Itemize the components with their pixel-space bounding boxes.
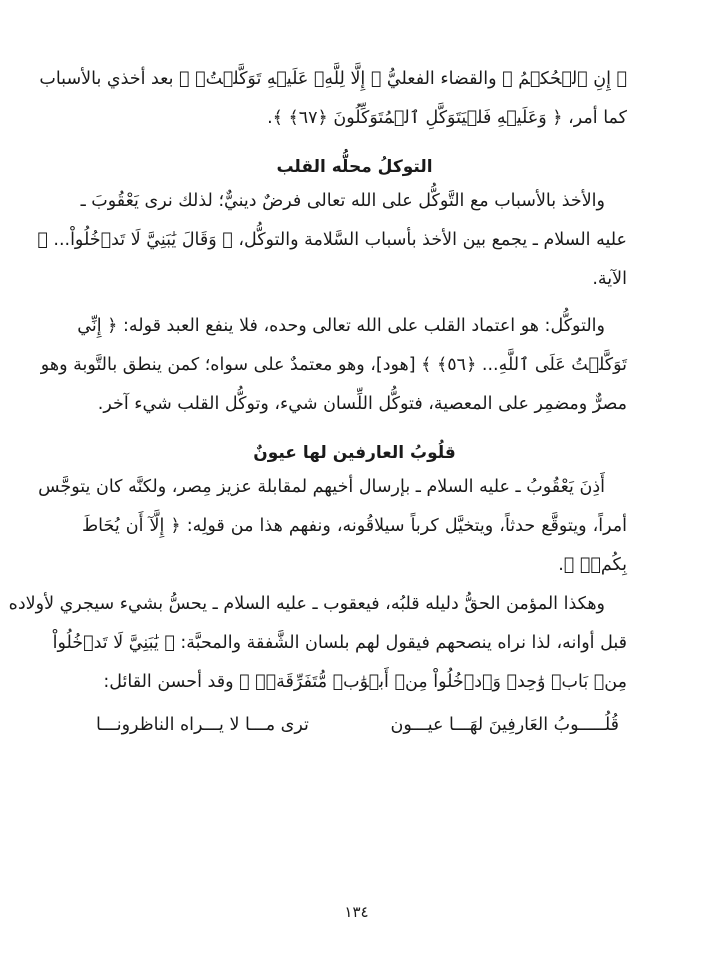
text-line: والأخذ بالأسباب مع التَّوكُّل على الله تعالى فرضٌ دينيٌّ؛ لذلك نرى يَعْقُوبَ ـ: [80, 191, 605, 211]
text-line: عليه السلام ـ يجمع بين الأخذ بأسباب السَّلامة والتوكُّل، ﴿ وَقَالَ يَٰبَنِيَّ لَا تَدۡخُلُواْ... ﴾: [37, 230, 627, 250]
poetry-verse: [82, 706, 627, 745]
text-line: تَوَكَّلۡتُ عَلَى ٱللَّهِ... ﴿٥٦﴾ ﴾ [هود]، وهو معتمدٌ على سواه؛ كمن ينطق بالتَّوبة وهو: [40, 355, 627, 375]
text-line: أَذِنَ يَعْقُوبُ ـ عليه السلام ـ بإرسال أخيهم لمقابلة عزيز مِصر، ولكنَّه كان يتوجَّس: [38, 477, 605, 497]
verse-first-hemistich: قُلُـــــوبُ العَارفِينَ لهَـــا عيـــون: [390, 715, 619, 735]
text-line: قبل أوانه، لذا نراه ينصحهم فيقول لهم بلسان الشَّفقة والمحبَّة: ﴿ يَٰبَنِيَّ لَا تَدۡخُلُواْ: [52, 633, 627, 653]
text-line: ﴿ إِنِ ٱلۡحُكۡمُ ﴾ والقضاء الفعليُّ ﴿ إِلَّا لِلَّهِۖ عَلَيۡهِ تَوَكَّلۡتُۖ ﴾ بعد أخذي بالأسباب: [39, 69, 627, 89]
verse-second-hemistich: ترى مـــا لا يـــراه الناظرونـــا: [96, 715, 309, 735]
section-heading-tawakkul: التوكلُ محلُّه القلب: [276, 157, 433, 177]
text-line: أمراً، ويتوقَّع حدثاً، ويتخيَّل كرباً سيلاقُونه، ونفهم هذا من قولِه: ﴿ إِلَّآ أَن يُحَاطَ: [82, 516, 627, 536]
text-line: مصرٌّ ومضمِر على المعصية، فتوكُّل اللِّسان شيء، وتوكُّل القلب شيء آخر.: [97, 394, 627, 414]
page-body: [8, 60, 627, 745]
text-line: مِنۢ بَابٖ وَٰحِدٖ وَٱدۡخُلُواْ مِنۡ أَبۡوَٰبٖ مُّتَفَرِّقَةٖۖ ﴾ وقد أحسن القائل:: [103, 672, 627, 692]
section-heading-hearts: قلُوبُ العارفين لها عيونٌ: [253, 443, 456, 463]
text-line: بِكُمۡۖ ﴾.: [558, 555, 627, 575]
page-number: ١٣٤: [344, 903, 369, 921]
text-line: كما أمر، ﴿ وَعَلَيۡهِ فَلۡيَتَوَكَّلِ ٱلۡمُتَوَكِّلُونَ ﴿٦٧﴾ ﴾.: [267, 108, 627, 128]
text-line: وهكذا المؤمن الحقُّ دليله قلبُه، فيعقوب ـ عليه السلام ـ يحسُّ بشيء سيجري لأولاده: [8, 594, 605, 614]
text-line: الآية.: [592, 269, 627, 289]
text-line: والتوكُّل: هو اعتماد القلب على الله تعالى وحده، فلا ينفع العبد قوله: ﴿ إِنِّي: [77, 316, 605, 336]
